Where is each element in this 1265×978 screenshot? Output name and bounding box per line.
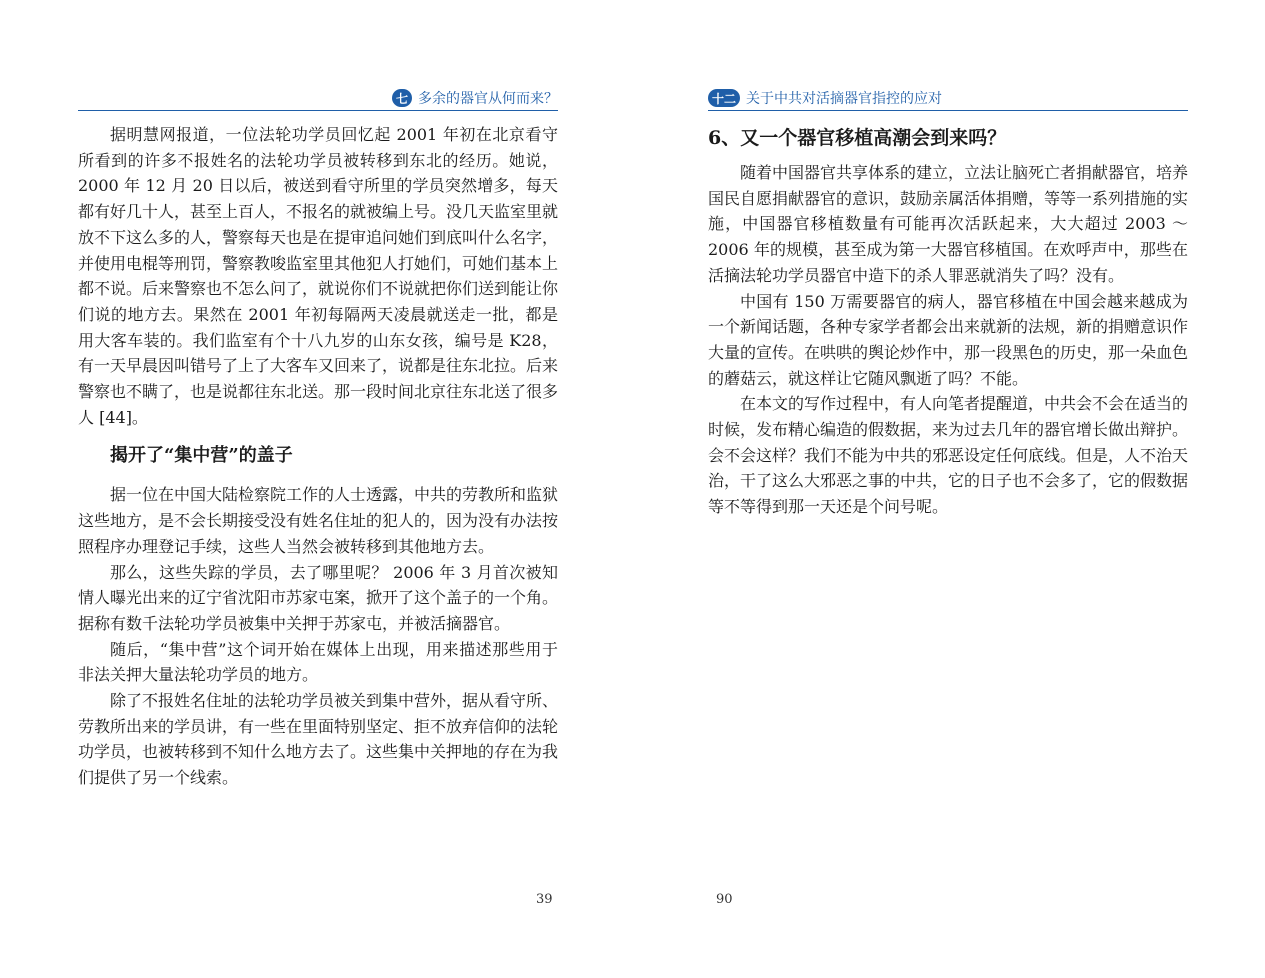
left-page xyxy=(78,0,558,978)
paragraph: 中国有 150 万需要器官的病人，器官移植在中国会越来越成为一个新闻话题，各种专家学者都会出来就新的法规，新的捐赠意识作大量的宣传。在哄哄的舆论炒作中，那一段黑色的历史，那一朵血色的蘑菇云，就这样让它随风飘逝了吗？不能。 xyxy=(708,291,1189,388)
header-rule xyxy=(708,110,1188,111)
paragraph: 那么，这些失踪的学员，去了哪里呢？ 2006 年 3 月首次被知情人曝光出来的辽宁省沈阳市苏家屯案，掀开了这个盖子的一个角。据称有数千法轮功学员被集中关押于苏家屯，并被活摘器官。 xyxy=(78,562,559,633)
chapter-number-badge: 七 xyxy=(392,89,412,107)
section-subheading: 揭开了“集中营”的盖子 xyxy=(110,445,293,467)
paragraph: 据一位在中国大陆检察院工作的人士透露，中共的劳教所和监狱这些地方，是不会长期接受没有姓名住址的犯人的，因为没有办法按照程序办理登记手续，这些人当然会被转移到其他地方去。 xyxy=(78,485,559,556)
header-rule xyxy=(78,110,558,111)
section-heading: 6、又一个器官移植高潮会到来吗？ xyxy=(708,127,1007,149)
left-running-header xyxy=(78,86,558,110)
chapter-title: 关于中共对活摘器官指控的应对 xyxy=(746,91,943,107)
paragraph: 在本文的写作过程中，有人向笔者提醒道，中共会不会在适当的时候，发布精心编造的假数据，来为过去几年的器官增长做出辩护。会不会这样？我们不能为中共的邪恶设定任何底线。但是，人不治天治，干了这么大邪恶之事的中共，它的日子也不会多了，它的假数据等不等得到那一天还是个问号呢。 xyxy=(708,394,1189,517)
right-body-text xyxy=(708,122,1188,520)
page-number: 39 xyxy=(536,892,553,907)
paragraph: 随后，“集中营”这个词开始在媒体上出现，用来描述那些用于非法关押大量法轮功学员的地方。 xyxy=(78,639,558,685)
chapter-number-badge: 十二 xyxy=(708,89,740,107)
paragraph: 除了不报姓名住址的法轮功学员被关到集中营外，据从看守所、劳教所出来的学员讲，有一些在里面特别坚定、拒不放弃信仰的法轮功学员，也被转移到不知什么地方去了。这些集中关押地的存在为我们提供了另一个线索。 xyxy=(78,691,559,788)
paragraph: 据明慧网报道，一位法轮功学员回忆起 2001 年初在北京看守所看到的许多不报姓名的法轮功学员被转移到东北的经历。她说，2000 年 12 月 20 日以后，被送到看守所里的学员突然增多，每天都有好几十人，甚至上百人，不报名的就被编上号。没几天监室里就放不下这么多的人，警察每天也是在提审追问她们到底叫什么名字，并使用电棍等刑罚，警察教唆监室里其他犯人打她们，可她们基本上都不说。后来警察也不怎么问了，就说你们不说就把你们送到能让你们说的地方去。果然在 2001 年初每隔两天凌晨就送走一批，都是用大客车装的。我们监室有个十八九岁的山东女孩，编号是 K28，有一天早晨因叫错号了上了大客车又回来了，说都是往东北拉。后来警察也不瞒了，也是说都往东北送。那一段时间北京往东北送了很多人 [44]。 xyxy=(78,125,559,427)
right-page xyxy=(708,0,1188,978)
page-number: 90 xyxy=(716,892,733,907)
chapter-title: 多余的器官从何而来？ xyxy=(418,91,558,107)
paragraph: 随着中国器官共享体系的建立，立法让脑死亡者捐献器官，培养国民自愿捐献器官的意识，鼓励亲属活体捐赠，等等一系列措施的实施，中国器官移植数量有可能再次活跃起来，大大超过 2003 ～ 2006 年的规模，甚至成为第一大器官移植国。在欢呼声中，那些在活摘法轮功学员器官中造下的杀人罪恶就消失了吗？没有。 xyxy=(708,163,1189,285)
right-running-header xyxy=(708,86,1188,110)
left-body-text xyxy=(78,122,558,791)
